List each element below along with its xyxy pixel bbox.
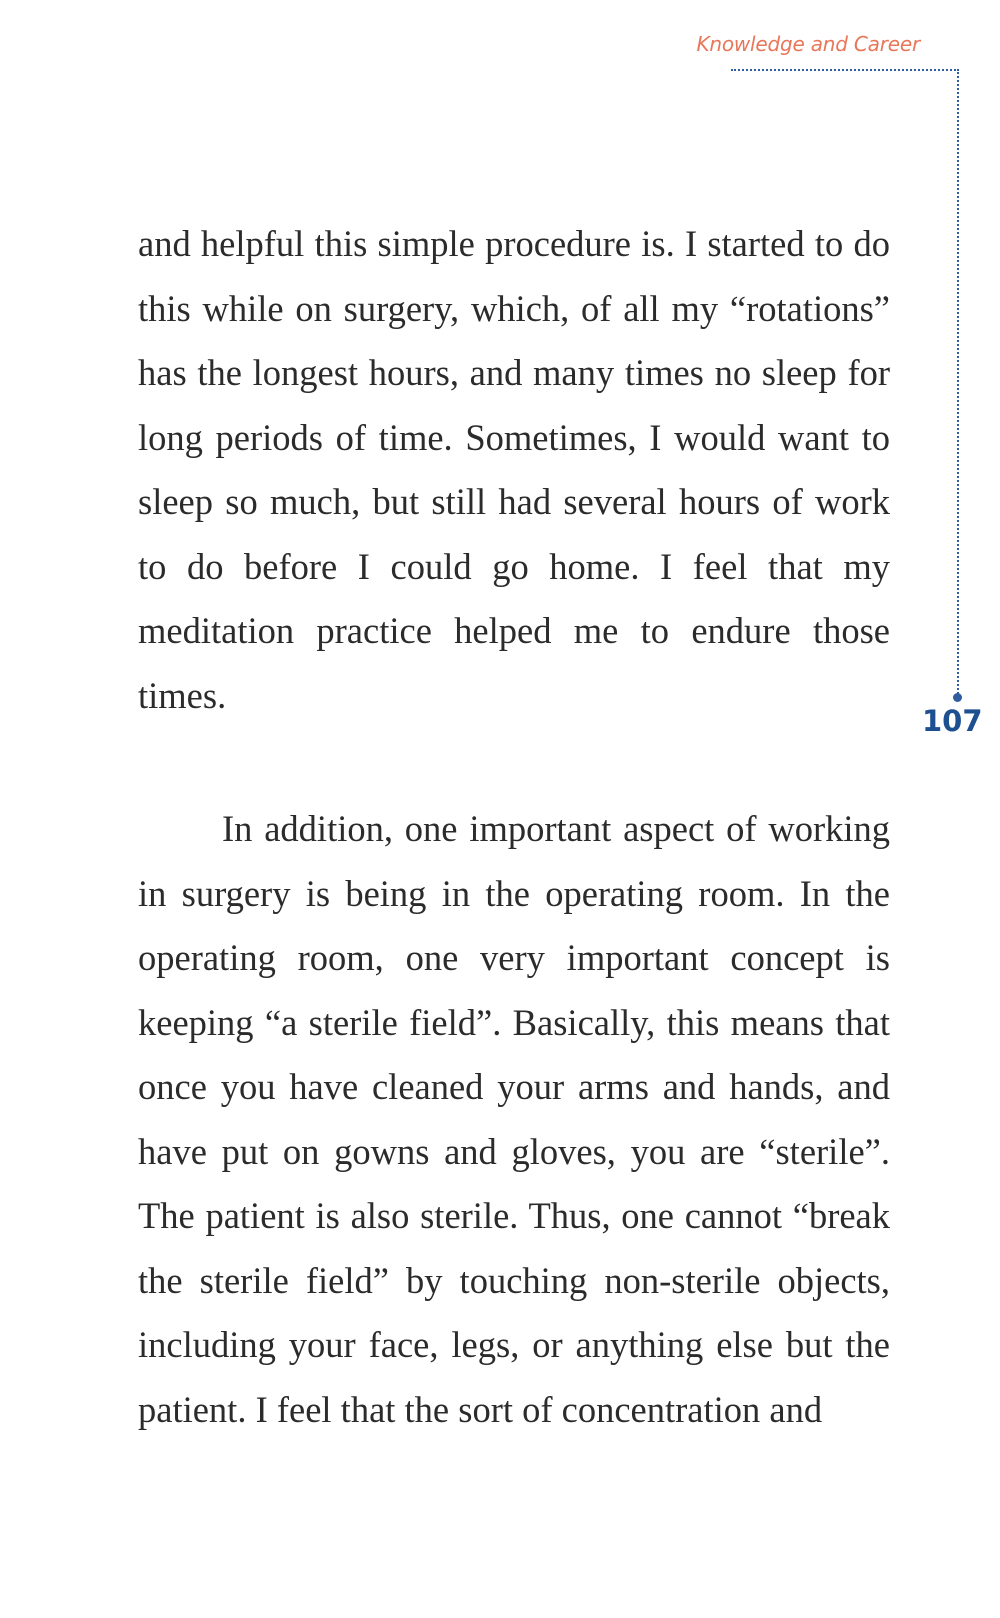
header-rule-horizontal xyxy=(731,69,959,71)
running-header-title: Knowledge and Career xyxy=(696,32,920,56)
page-number: 107 xyxy=(922,704,983,738)
body-paragraph-2: In addition, one important aspect of working in surgery is being in the operating room. In the operating room, one very important concept is keeping “a sterile field”. Basically, this means that once you have cleaned your arms and hands, and have put on gowns and gloves, you are “sterile”. The patient is also sterile. Thus, one cannot “break the sterile field” by touching non-sterile objects, including your face, legs, or anything else but the patient. I feel that the sort of concentration and xyxy=(138,808,890,1430)
body-paragraph-1: and helpful this simple procedure is. I started to do this while on surgery, which, of all my “rotations” has the longest hours, and many times no sleep for long periods of time. Sometimes, I would want to sleep so much, but still had several hours of work to do before I could go home. I feel that my meditation practice helped me to endure those times. xyxy=(138,223,890,716)
header-rule-vertical xyxy=(957,69,959,697)
rule-end-dot xyxy=(953,693,962,702)
